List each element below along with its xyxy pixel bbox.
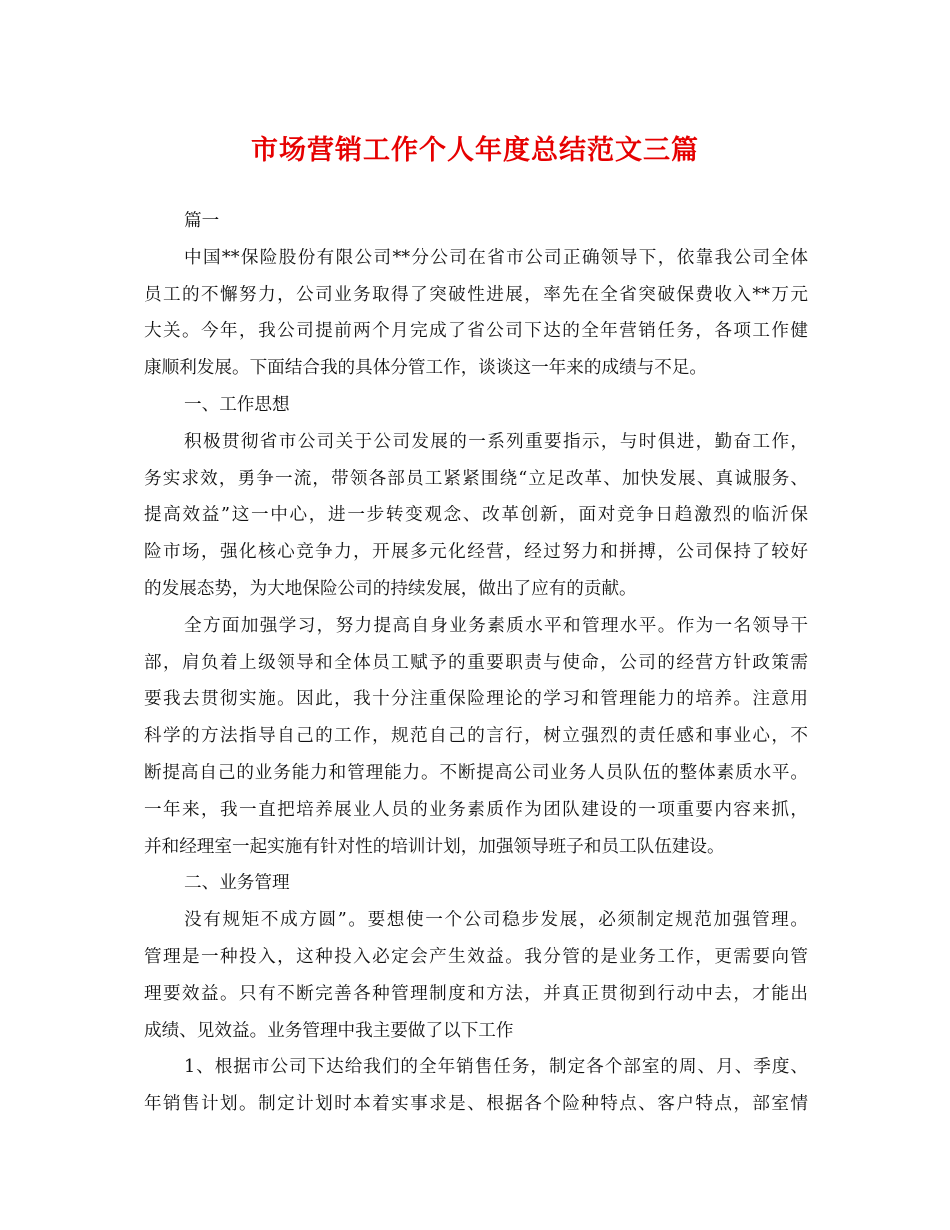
text-line: [144, 203, 808, 240]
document-title: 市场营销工作个人年度总结范文三篇: [251, 135, 699, 166]
text-line: [144, 534, 808, 571]
text-line: [144, 240, 808, 277]
text-line-content: 管理是一种投入，这种投入必定会产生效益。我分管的是业务工作，更需要向管: [144, 946, 808, 967]
text-line: [144, 976, 808, 1013]
document-body: [144, 203, 808, 1123]
text-line: [144, 865, 808, 902]
text-line: [144, 387, 808, 424]
text-line: [144, 1086, 808, 1123]
text-line-content: 全方面加强学习，努力提高自身业务素质水平和管理水平。作为一名领导干: [184, 615, 808, 636]
text-line-content: 员工的不懈努力，公司业务取得了突破性进展，率先在全省突破保费收入**万元: [144, 284, 808, 305]
text-line-content: 科学的方法指导自己的工作，规范自己的言行，树立强烈的责任感和事业心，不: [144, 726, 808, 747]
text-line-content: 篇一: [184, 211, 220, 231]
text-line-content: 没有规矩不成方圆”。要想使一个公司稳步发展，必须制定规范加强管理。: [184, 910, 808, 931]
text-line-content: 理要效益。只有不断完善各种管理制度和方法，并真正贯彻到行动中去，才能出: [144, 983, 808, 1004]
text-line: [144, 681, 808, 718]
text-line-content: 积极贯彻省市公司关于公司发展的一系列重要指示，与时俱进，勤奋工作，: [184, 431, 808, 452]
text-line: [144, 902, 808, 939]
text-line-content: 成绩、见效益。业务管理中我主要做了以下工作: [144, 1020, 514, 1041]
text-line: [144, 277, 808, 314]
text-line-content: 并和经理室一起实施有针对性的培训计划，加强领导班子和员工队伍建设。: [144, 836, 725, 857]
text-line: [144, 571, 808, 608]
text-line-content: 一、工作思想: [184, 394, 290, 415]
text-line-content: 康顺利发展。下面结合我的具体分管工作，谈谈这一年来的成绩与不足。: [144, 358, 708, 379]
text-line: [144, 792, 808, 829]
text-line-content: 二、业务管理: [184, 873, 290, 894]
text-line-content: 中国**保险股份有限公司**分公司在省市公司正确领导下，依靠我公司全体: [184, 247, 808, 268]
text-line: [144, 350, 808, 387]
text-line-content: 断提高自己的业务能力和管理能力。不断提高公司业务人员队伍的整体素质水平。: [144, 762, 808, 783]
text-line: [144, 718, 808, 755]
text-line: [144, 755, 808, 792]
text-line-content: 大关。今年，我公司提前两个月完成了省公司下达的全年营销任务，各项工作健: [144, 321, 808, 342]
text-line-content: 提高效益”这一中心，进一步转变观念、改革创新，面对竞争日趋激烈的临沂保: [144, 505, 808, 526]
text-line-content: 年销售计划。制定计划时本着实事求是、根据各个险种特点、客户特点，部室情: [144, 1094, 808, 1115]
text-line: [144, 829, 808, 866]
text-line: [144, 424, 808, 461]
text-line-content: 险市场，强化核心竞争力，开展多元化经营，经过努力和拼搏，公司保持了较好: [144, 542, 808, 563]
text-line-content: 务实求效，勇争一流，带领各部员工紧紧围绕“立足改革、加快发展、真诚服务、: [144, 468, 808, 489]
text-line: [144, 497, 808, 534]
text-line: [144, 313, 808, 350]
text-line: [144, 939, 808, 976]
text-line-content: 部，肩负着上级领导和全体员工赋予的重要职责与使命，公司的经营方针政策需: [144, 652, 808, 673]
text-line-content: 要我去贯彻实施。因此，我十分注重保险理论的学习和管理能力的培养。注意用: [144, 689, 808, 710]
text-line-content: 的发展态势，为大地保险公司的持续发展，做出了应有的贡献。: [144, 578, 637, 599]
text-line: [144, 1049, 808, 1086]
text-line: [144, 461, 808, 498]
text-line: [144, 645, 808, 682]
text-line: [144, 1013, 808, 1050]
text-line-content: 1、根据市公司下达给我们的全年销售任务，制定各个部室的周、月、季度、: [184, 1057, 808, 1078]
text-line-content: 一年来，我一直把培养展业人员的业务素质作为团队建设的一项重要内容来抓，: [144, 799, 808, 820]
text-line: [144, 608, 808, 645]
